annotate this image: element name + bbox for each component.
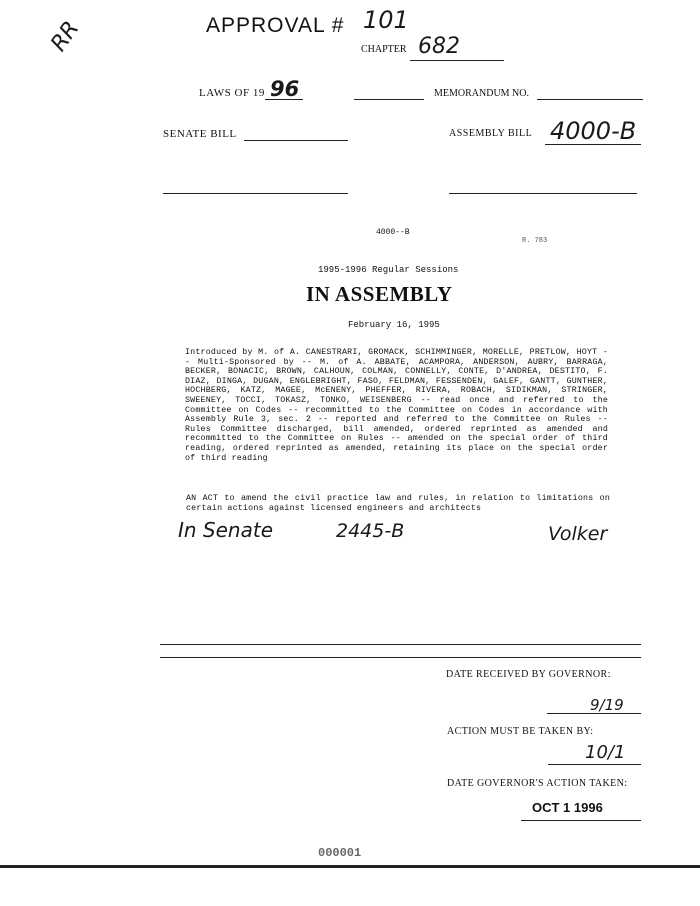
chapter-label: CHAPTER	[361, 44, 407, 55]
action-deadline-underline	[548, 764, 641, 765]
governor-action-underline	[521, 820, 641, 821]
act-title: AN ACT to amend the civil practice law and rules, in relation to limitations on certain actions against licensed engineers and architects	[186, 494, 610, 513]
introduction-date: February 16, 1995	[348, 320, 440, 330]
governor-action-date-stamp: OCT 1 1996	[532, 800, 603, 815]
assembly-bill-number: 4000-B	[550, 117, 637, 145]
bill-stamp: 4000--B	[376, 228, 410, 237]
in-senate-label: In Senate	[178, 518, 274, 542]
senate-bill-label: SENATE BILL	[163, 128, 237, 140]
senate-bill-number: 2445-B	[336, 520, 405, 542]
page-bottom-rule	[0, 865, 700, 868]
introduction-paragraph: Introduced by M. of A. CANESTRARI, GROMACK, SCHIMMINGER, MORELLE, PRETLOW, HOYT -- Multi-Sponsored by -- M. of A. ABBATE, ACAMPORA, ANDERSON, AUBRY, BARRAGA, BECKER, BONACIC, BROWN, CALHOUN, COLMAN, CONNELLY, CONTE, D'ANDREA, DESTITO, F. DIAZ, DINGA, DUGAN, ENGLEBRIGHT, FASO, FELDMAN, FESSENDEN, GALEF, GANTT, GUNTHER, HOCHBERG, KATZ, MAGEE, McENENY, PHEFFER, RIVERA, ROBACH, SIDIKMAN, STRINGER, SWEENEY, TOCCI, TOKASZ, TONKO, WEISENBERG -- read once and referred to the Committee on Codes -- recommitted to the Committee on Codes in accordance with Assembly Rule 3, sec. 2 -- reported and referred to the Committee on Rules -- Rules Committee discharged, bill amended, ordered reprinted as amended and recommitted to the Committee on Rules -- amended on the special order of third reading, ordered reprinted as amended, retaining its place on the special order of third reading	[185, 348, 608, 463]
senate-bill-underline	[244, 140, 348, 141]
memorandum-underline	[537, 99, 643, 100]
assembly-bill-label: ASSEMBLY BILL	[449, 128, 533, 139]
assembly-bill-underline	[545, 144, 641, 145]
chamber-heading: IN ASSEMBLY	[306, 282, 453, 306]
memorandum-label: MEMORANDUM NO.	[434, 88, 530, 99]
divider-right	[449, 193, 637, 194]
governor-action-label: DATE GOVERNOR'S ACTION TAKEN:	[447, 778, 628, 789]
page-code: 000001	[318, 846, 362, 860]
chapter-number: 682	[418, 34, 460, 59]
date-received-underline	[547, 713, 641, 714]
approval-label: APPROVAL #	[206, 14, 345, 37]
divider-bottom-2	[160, 657, 641, 658]
chapter-underline	[410, 60, 504, 61]
laws-of-label: LAWS OF 19	[199, 87, 265, 99]
blank-underline	[354, 99, 424, 100]
session-heading: 1995-1996 Regular Sessions	[318, 265, 459, 275]
date-received-value: 9/19	[590, 696, 624, 714]
handwritten-initials: RR	[46, 16, 85, 57]
divider-left	[163, 193, 348, 194]
divider-bottom-1	[160, 644, 641, 645]
approval-number: 101	[363, 6, 409, 34]
laws-year: 96	[270, 77, 300, 101]
laws-year-underline	[265, 99, 303, 100]
action-deadline-value: 10/1	[585, 742, 626, 763]
date-received-label: DATE RECEIVED BY GOVERNOR:	[446, 669, 611, 680]
action-deadline-label: ACTION MUST BE TAKEN BY:	[447, 726, 594, 737]
senate-sponsor: Volker	[548, 523, 608, 545]
bill-stamp-right: R. 783	[522, 237, 548, 245]
